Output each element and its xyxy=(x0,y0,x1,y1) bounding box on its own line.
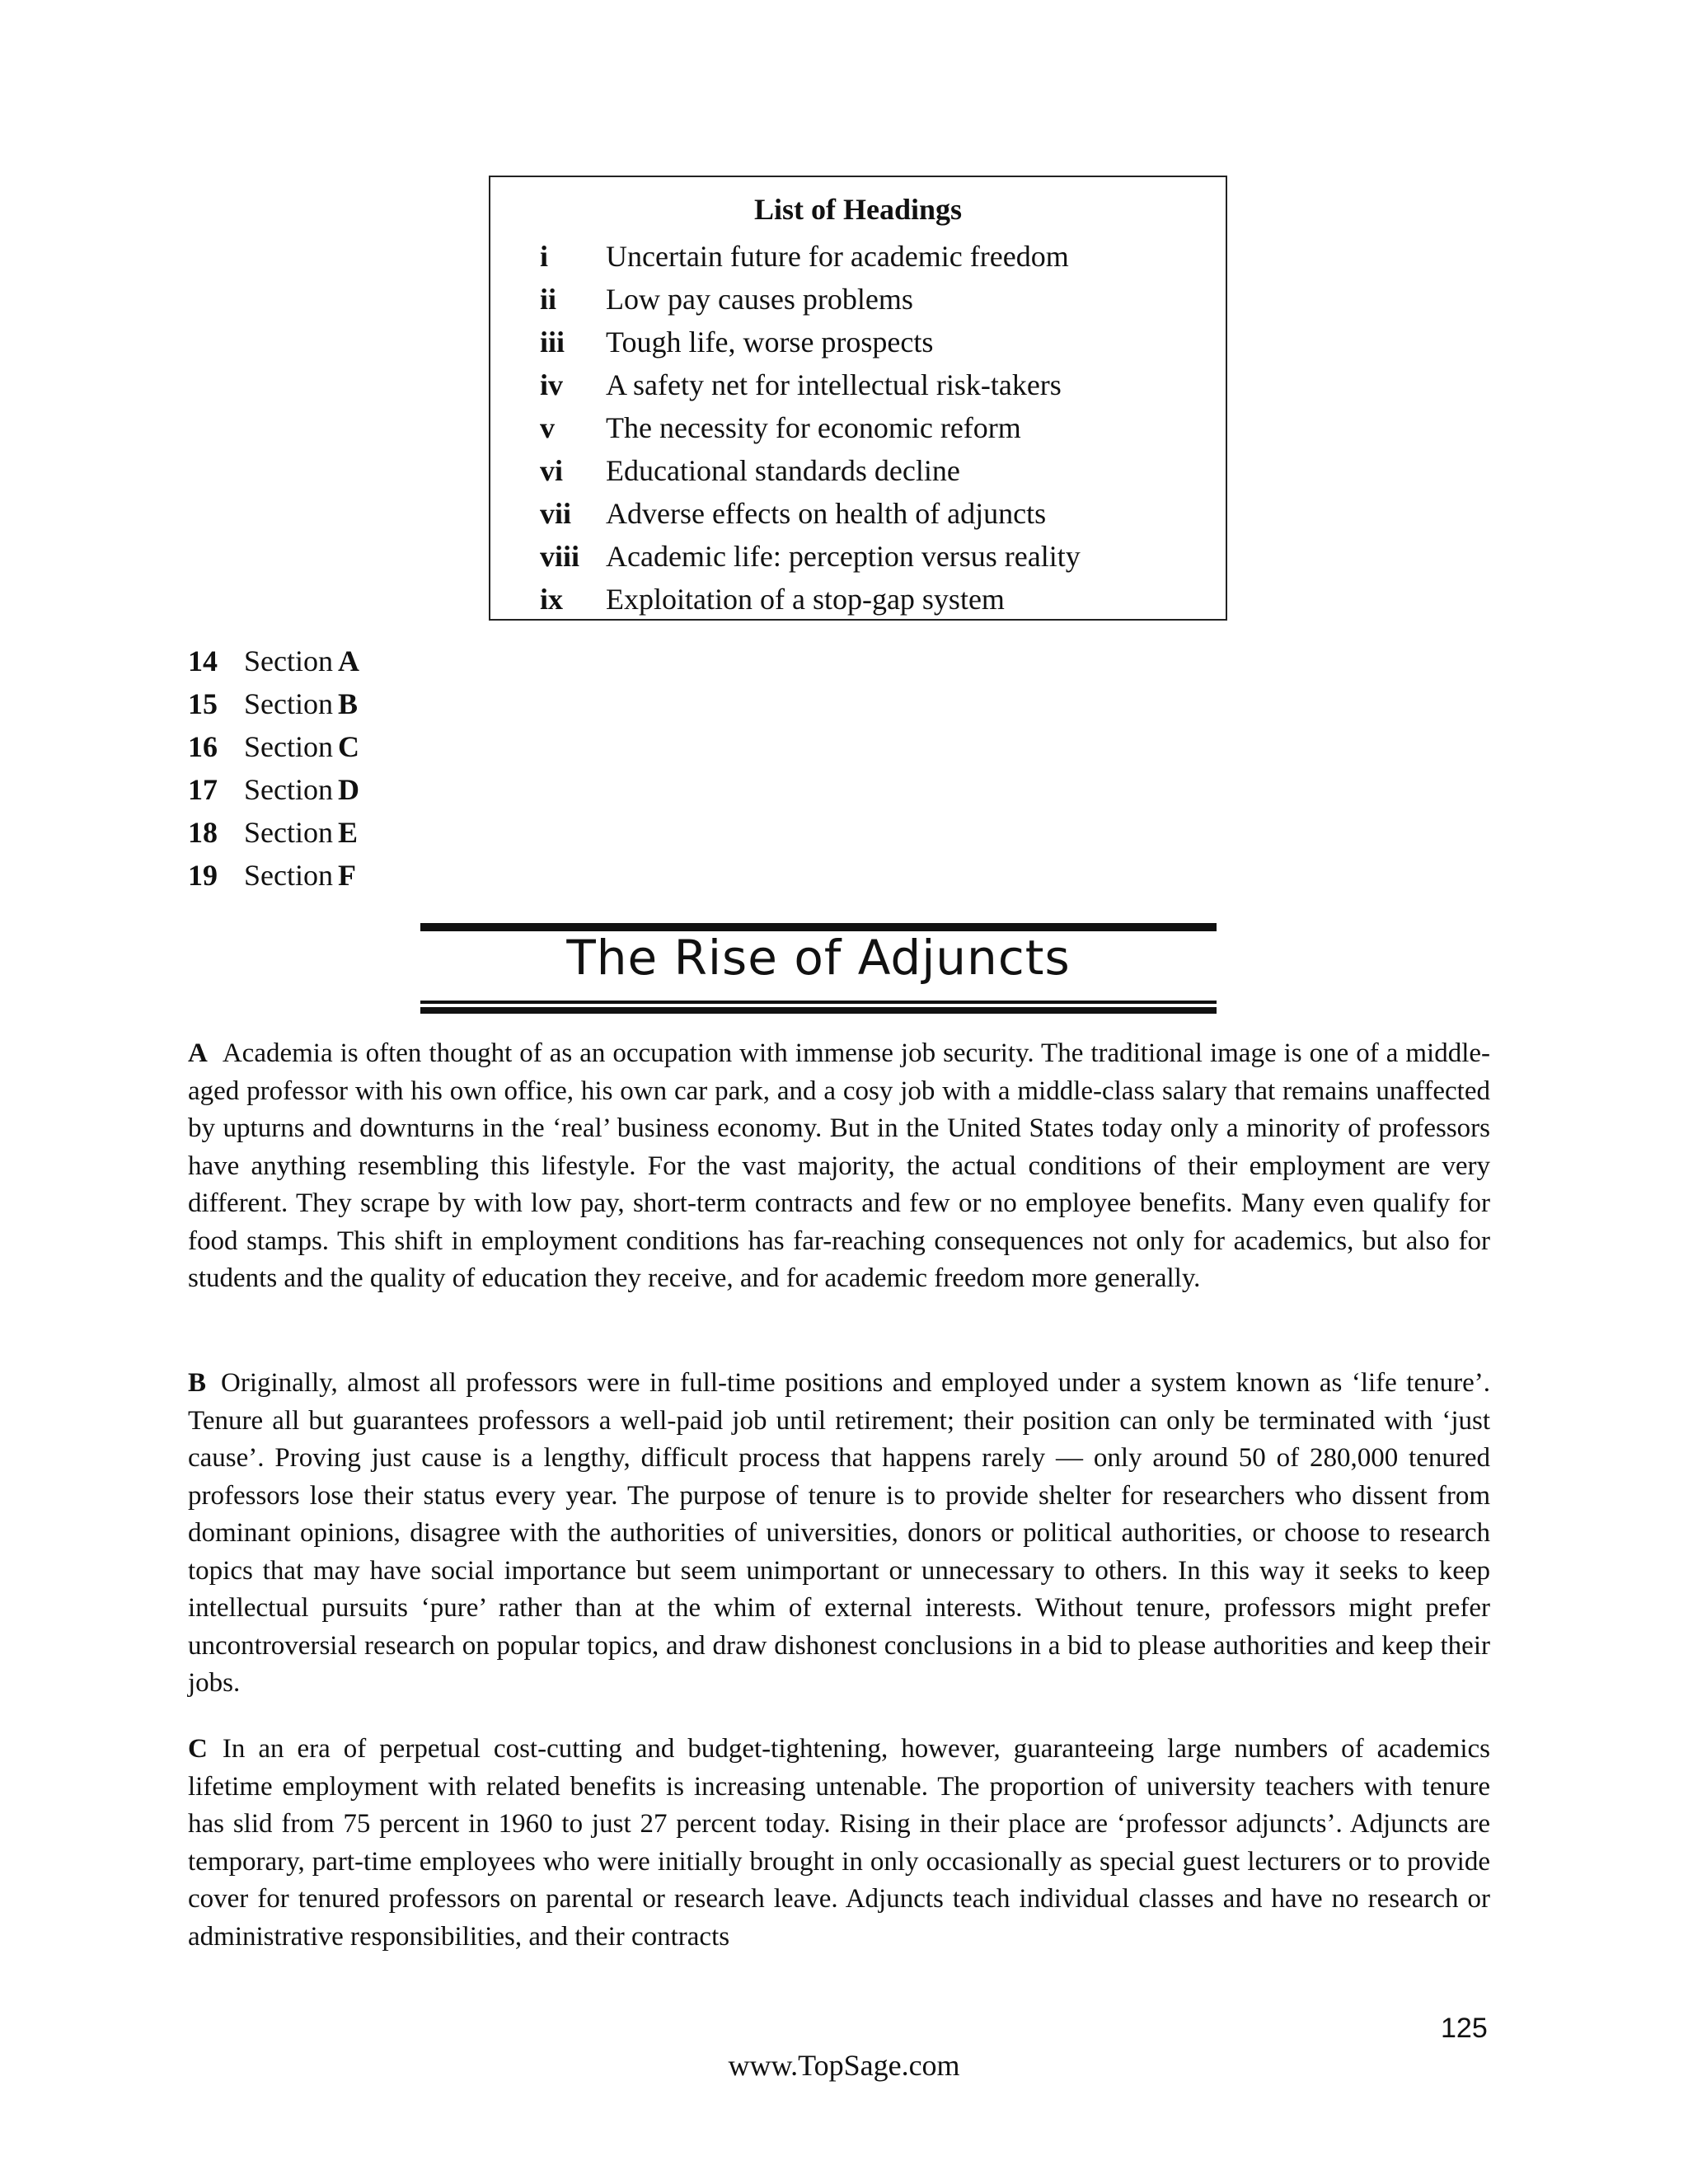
paragraph-label: B xyxy=(188,1368,207,1398)
section-label: Section xyxy=(244,859,333,892)
heading-item xyxy=(540,492,1046,535)
section-label: Section xyxy=(244,644,333,677)
heading-text: Educational standards decline xyxy=(606,454,960,487)
heading-numeral: iv xyxy=(540,368,564,401)
heading-text: A safety net for intellectual risk-takers xyxy=(606,368,1062,401)
paragraph-b xyxy=(188,1365,1490,1703)
paragraph-c xyxy=(188,1731,1490,1956)
heading-numeral: ii xyxy=(540,283,557,316)
heading-item xyxy=(540,578,1005,621)
section-letter: B xyxy=(337,687,358,720)
heading-item xyxy=(540,278,913,321)
list-of-headings-box xyxy=(489,176,1227,621)
question-number: 19 xyxy=(188,859,218,892)
paragraph-text: Originally, almost all professors were in full-time positions and employed under a system known as ‘life tenure’. Tenure all but guarantees professors a well-paid job until retirement; their position can only be terminated with ‘just cause’. Proving just cause is a lengthy, difficult process that happens rarely — only around 50 of 280,000 tenured professors lose their status every year. The purpose of tenure is to provide shelter for researchers who dissent from dominant opinions, disagree with the authorities of universities, donors or political authorities, or choose to research topics that may have social importance but seem unimportant or unnecessary to others. In this way it seeks to keep intellectual pursuits ‘pure’ rather than at the whim of external interests. Without tenure, professors might prefer uncontroversial research on popular topics, and draw dishonest conclusions in a bid to please authorities and keep their jobs. xyxy=(188,1368,1490,1698)
heading-numeral: v xyxy=(540,411,555,444)
section-letter: D xyxy=(337,773,359,806)
section-letter: F xyxy=(337,859,356,892)
heading-numeral: vii xyxy=(540,497,572,530)
section-letter: A xyxy=(337,644,359,677)
heading-item xyxy=(540,406,1021,449)
section-question xyxy=(188,811,358,854)
heading-numeral: i xyxy=(540,240,549,273)
heading-text: The necessity for economic reform xyxy=(606,411,1021,444)
heading-text: Adverse effects on health of adjuncts xyxy=(606,497,1047,530)
paragraph-a xyxy=(188,1035,1490,1298)
paragraph-label: C xyxy=(188,1734,208,1764)
heading-text: Exploitation of a stop-gap system xyxy=(606,583,1005,616)
section-question xyxy=(188,854,356,897)
question-number: 16 xyxy=(188,730,218,763)
section-question xyxy=(188,682,358,725)
heading-item xyxy=(540,449,960,492)
heading-item xyxy=(540,321,933,363)
question-number: 15 xyxy=(188,687,218,720)
section-letter: E xyxy=(337,816,358,849)
section-label: Section xyxy=(244,730,333,763)
heading-item xyxy=(540,363,1062,406)
section-question xyxy=(188,768,359,811)
paragraph-text: In an era of perpetual cost-cutting and budget-tightening, however, guaranteeing large numbers of academics lifetime employment with related benefits is increasing untenable. The proportion of university teachers with tenure has slid from 75 percent in 1960 to just 27 percent today. Rising in their place are ‘professor adjuncts’. Adjuncts are temporary, part-time employees who were initially brought in only occasionally as special guest lecturers or to provide cover for tenured professors on parental or research leave. Adjuncts teach individual classes and have no research or administrative responsibilities, and their contracts xyxy=(188,1734,1490,1952)
headings-title: List of Headings xyxy=(753,193,963,226)
section-question xyxy=(188,725,359,768)
paragraph-text: Academia is often thought of as an occupation with immense job security. The traditional image is one of a middle-aged professor with his own office, his own car park, and a cosy job with a middle-class salary that remains unaffected by upturns and downturns in the ‘real’ business economy. But in the United States today only a minority of professors have anything resembling this lifestyle. For the vast majority, the actual conditions of their employment are very different. They scrape by with low pay, short-term contracts and few or no employee benefits. Many even qualify for food stamps. This shift in employment conditions has far-reaching consequences not only for academics, but also for students and the quality of education they receive, and for academic freedom more generally. xyxy=(188,1038,1490,1293)
footer-url: www.TopSage.com xyxy=(728,2049,960,2082)
heading-numeral: iii xyxy=(540,326,565,359)
section-label: Section xyxy=(244,816,333,849)
article-title: The Rise of Adjuncts xyxy=(566,930,1071,986)
section-label: Section xyxy=(244,773,333,806)
section-label: Section xyxy=(244,687,333,720)
heading-text: Uncertain future for academic freedom xyxy=(606,240,1069,273)
question-number: 17 xyxy=(188,773,218,806)
heading-item xyxy=(540,235,1069,278)
question-number: 18 xyxy=(188,816,218,849)
page-number: 125 xyxy=(1441,2013,1488,2044)
heading-text: Academic life: perception versus reality xyxy=(606,540,1081,573)
heading-numeral: vi xyxy=(540,454,564,487)
question-number: 14 xyxy=(188,644,218,677)
title-underline xyxy=(420,1001,1217,1004)
heading-numeral: viii xyxy=(540,540,580,573)
paragraph-label: A xyxy=(188,1038,208,1068)
heading-text: Tough life, worse prospects xyxy=(606,326,934,359)
section-letter: C xyxy=(337,730,359,763)
heading-item xyxy=(540,535,1081,578)
title-rule-bottom xyxy=(420,1007,1217,1014)
heading-numeral: ix xyxy=(540,583,564,616)
section-question xyxy=(188,640,359,682)
heading-text: Low pay causes problems xyxy=(606,283,913,316)
